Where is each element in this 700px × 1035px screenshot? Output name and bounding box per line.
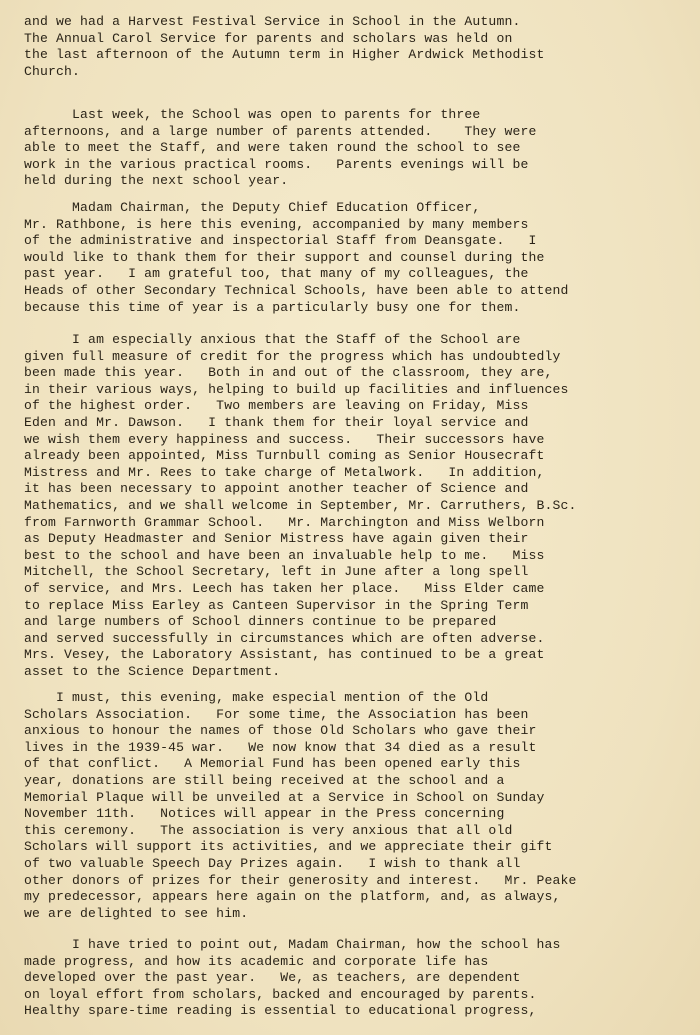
paragraph-parents-visit bbox=[24, 107, 536, 190]
text-line: already been appointed, Miss Turnbull coming as Senior Housecraft bbox=[24, 448, 545, 464]
text-line: Healthy spare-time reading is essential to educational progress, bbox=[24, 1003, 537, 1019]
text-line: other donors of prizes for their generosity and interest. Mr. Peake bbox=[24, 872, 577, 888]
text-line: of the administrative and inspectorial Staff from Deansgate. I bbox=[24, 233, 537, 249]
text-line: made progress, and how its academic and corporate life has bbox=[24, 953, 489, 969]
text-line: Eden and Mr. Dawson. I thank them for their loyal service and bbox=[24, 414, 529, 430]
text-line: on loyal effort from scholars, backed and encouraged by parents. bbox=[24, 986, 537, 1002]
text-line: from Farnworth Grammar School. Mr. Marchington and Miss Welborn bbox=[24, 514, 545, 530]
text-line: of service, and Mrs. Leech has taken her place. Miss Elder came bbox=[24, 580, 545, 596]
text-line: would like to thank them for their support and counsel during the bbox=[24, 249, 545, 265]
text-line: and large numbers of School dinners continue to be prepared bbox=[24, 614, 497, 630]
text-line: of two valuable Speech Day Prizes again. I wish to thank all bbox=[24, 855, 521, 871]
text-line: year, donations are still being received at the school and a bbox=[24, 772, 505, 788]
paragraph-progress bbox=[24, 937, 561, 1020]
text-line: this ceremony. The association is very anxious that all old bbox=[24, 822, 513, 838]
text-line: afternoons, and a large number of parents attended. They were bbox=[24, 123, 537, 139]
text-line: and we had a Harvest Festival Service in School in the Autumn. bbox=[24, 14, 521, 29]
text-line: the last afternoon of the Autumn term in Higher Ardwick Methodist bbox=[24, 47, 545, 63]
text-line: work in the various practical rooms. Parents evenings will be bbox=[24, 156, 529, 172]
text-line: November 11th. Notices will appear in the Press concerning bbox=[24, 806, 505, 822]
text-line: I am especially anxious that the Staff of the School are bbox=[24, 332, 521, 347]
text-line: of the highest order. Two members are leaving on Friday, Miss bbox=[24, 398, 529, 414]
text-line: Heads of other Secondary Technical Schools, have been able to attend bbox=[24, 282, 569, 298]
text-line: lives in the 1939-45 war. We now know that 34 died as a result bbox=[24, 739, 537, 755]
text-line: to replace Miss Earley as Canteen Supervisor in the Spring Term bbox=[24, 597, 529, 613]
text-line: Mitchell, the School Secretary, left in June after a long spell bbox=[24, 564, 529, 580]
text-line: able to meet the Staff, and were taken round the school to see bbox=[24, 140, 521, 156]
text-line: anxious to honour the names of those Old Scholars who gave their bbox=[24, 723, 537, 739]
paragraph-deputy-officer bbox=[24, 200, 569, 316]
text-line: of that conflict. A Memorial Fund has been opened early this bbox=[24, 756, 521, 772]
paragraph-harvest-carol bbox=[24, 14, 545, 80]
text-line: Church. bbox=[24, 63, 81, 79]
text-line: and served successfully in circumstances which are often adverse. bbox=[24, 630, 545, 646]
text-line: I have tried to point out, Madam Chairman, how the school has bbox=[24, 937, 561, 952]
text-line: Scholars will support its activities, and we appreciate their gift bbox=[24, 839, 553, 855]
text-line: held during the next school year. bbox=[24, 173, 289, 189]
text-line: my predecessor, appears here again on the platform, and, as always, bbox=[24, 889, 561, 905]
text-line: Scholars Association. For some time, the Association has been bbox=[24, 706, 529, 722]
text-line: Memorial Plaque will be unveiled at a Service in School on Sunday bbox=[24, 789, 545, 805]
text-line: past year. I am grateful too, that many of my colleagues, the bbox=[24, 266, 529, 282]
text-line: The Annual Carol Service for parents and scholars was held on bbox=[24, 30, 513, 46]
text-line: given full measure of credit for the progress which has undoubtedly bbox=[24, 348, 561, 364]
text-line: we wish them every happiness and success. Their successors have bbox=[24, 431, 545, 447]
text-line: developed over the past year. We, as teachers, are dependent bbox=[24, 970, 521, 986]
paragraph-old-scholars bbox=[24, 690, 577, 922]
text-line: we are delighted to see him. bbox=[24, 905, 249, 921]
text-line: Mr. Rathbone, is here this evening, accompanied by many members bbox=[24, 216, 529, 232]
text-line: as Deputy Headmaster and Senior Mistress have again given their bbox=[24, 531, 529, 547]
text-line: Madam Chairman, the Deputy Chief Education Officer, bbox=[24, 200, 481, 215]
text-line: because this time of year is a particularly busy one for them. bbox=[24, 299, 521, 315]
text-line: best to the school and have been an invaluable help to me. Miss bbox=[24, 547, 545, 563]
text-line: Mrs. Vesey, the Laboratory Assistant, has continued to be a great bbox=[24, 647, 545, 663]
text-line: Mathematics, and we shall welcome in September, Mr. Carruthers, B.Sc. bbox=[24, 497, 577, 513]
text-line: asset to the Science Department. bbox=[24, 663, 281, 679]
text-line: Mistress and Mr. Rees to take charge of Metalwork. In addition, bbox=[24, 464, 545, 480]
text-line: been made this year. Both in and out of the classroom, they are, bbox=[24, 365, 553, 381]
paragraph-staff-credit bbox=[24, 332, 577, 680]
text-line: Last week, the School was open to parents for three bbox=[24, 107, 481, 122]
text-line: it has been necessary to appoint another teacher of Science and bbox=[24, 481, 529, 497]
text-line: in their various ways, helping to build up facilities and influences bbox=[24, 381, 569, 397]
text-line: I must, this evening, make especial mention of the Old bbox=[24, 690, 489, 705]
